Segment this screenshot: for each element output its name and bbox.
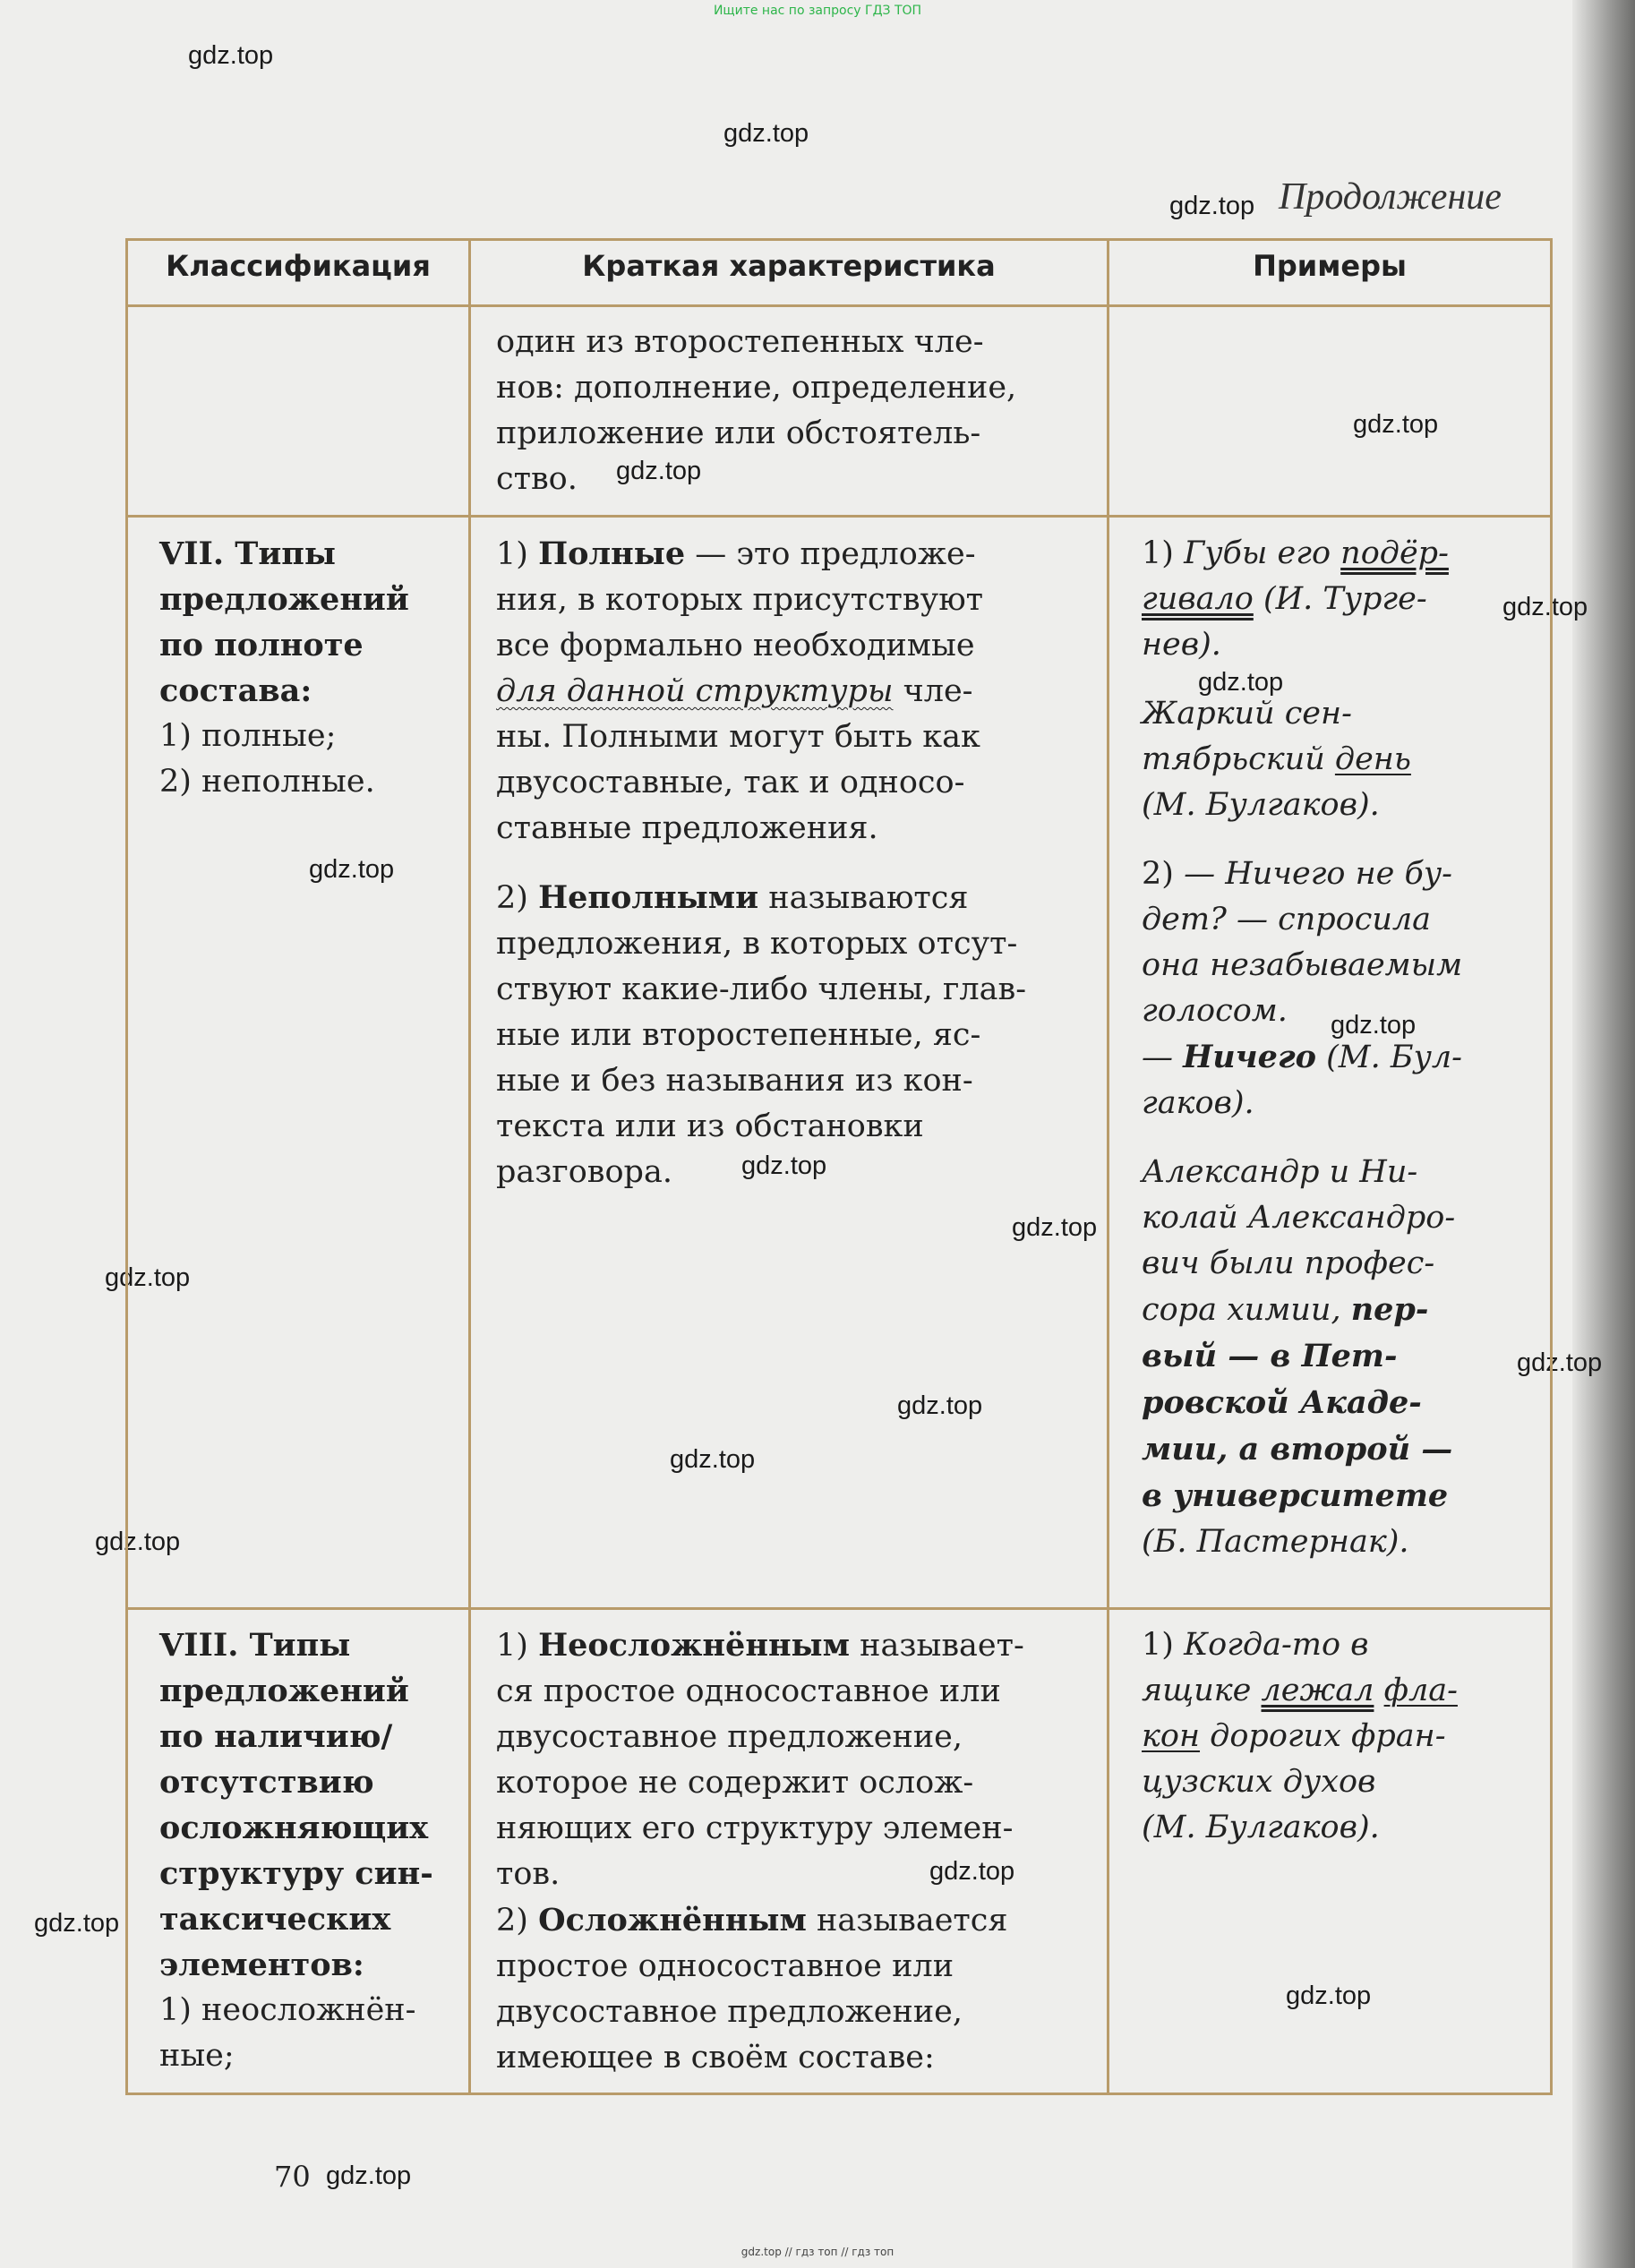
- watermark: gdz.top: [309, 855, 395, 884]
- watermark: gdz.top: [1169, 192, 1255, 220]
- text-line: ные и без называния из кон-: [496, 1063, 973, 1099]
- classification-title-line: элементов:: [159, 1947, 364, 1983]
- text-line: ставные предложения.: [496, 810, 878, 846]
- example-text: сора химии,: [1142, 1292, 1351, 1328]
- classification-title-line: структуру син-: [159, 1855, 433, 1892]
- example-text: Жаркий сен-: [1142, 696, 1352, 732]
- watermark: gdz.top: [1517, 1348, 1603, 1377]
- term-uncomplicated: Неосложнённым: [538, 1627, 851, 1664]
- header-examples: Примеры: [1253, 249, 1407, 283]
- example-source: (М. Булгаков).: [1142, 1810, 1380, 1845]
- example-bold: ровской Акаде-: [1142, 1384, 1422, 1421]
- header-description: Краткая характеристика: [582, 249, 996, 283]
- text-line: ные или второстепенные, яс-: [496, 1017, 981, 1053]
- watermark: gdz.top: [1331, 1011, 1417, 1040]
- example-text: дорогих фран-: [1200, 1718, 1446, 1754]
- classification-title-line: предложений: [159, 1673, 409, 1709]
- example-text: (И. Турге-: [1253, 581, 1427, 617]
- watermark: gdz.top: [1286, 1981, 1372, 2010]
- text-line: нов: дополнение, определение,: [496, 370, 1017, 406]
- example-bold: Ничего: [1183, 1039, 1316, 1075]
- item-number: 2): [496, 880, 528, 916]
- text-line: которое не содержит ослож-: [496, 1765, 974, 1801]
- text-line: один из второстепенных чле-: [496, 324, 984, 360]
- text-line: текста или из обстановки: [496, 1108, 924, 1144]
- example-source: гаков).: [1142, 1085, 1254, 1121]
- watermark: gdz.top: [95, 1528, 181, 1556]
- watermark: gdz.top: [1012, 1213, 1098, 1242]
- example-bold: пер-: [1350, 1291, 1429, 1328]
- continued-description: [496, 320, 1096, 502]
- text-line: тов.: [496, 1856, 561, 1892]
- classification-title-line: по полноте: [159, 627, 364, 663]
- classification-title-line: VII. Типы: [159, 535, 336, 572]
- text-line: приложение или обстоятель-: [496, 415, 981, 451]
- term-full: Полные: [538, 535, 686, 572]
- watermark: gdz.top: [1198, 668, 1284, 697]
- example-source: (Б. Пастернак).: [1142, 1524, 1409, 1560]
- examples-vii: [1142, 531, 1545, 1565]
- text-line: ство.: [496, 461, 578, 497]
- row-divider: [125, 1607, 1553, 1610]
- classification-vii: [159, 531, 464, 805]
- item-number: 1): [1142, 1627, 1174, 1663]
- example-bold: вый — в Пет-: [1142, 1338, 1398, 1374]
- item-number: 2): [1142, 856, 1174, 892]
- watermark: gdz.top: [1502, 593, 1588, 621]
- classification-title-line: таксических: [159, 1901, 391, 1938]
- item-number: 1): [1142, 535, 1174, 571]
- example-bold: в университете: [1142, 1477, 1449, 1514]
- example-predicate: лежал: [1261, 1673, 1374, 1708]
- text-line: двусоставные, так и односо-: [496, 765, 965, 800]
- text-line: ны. Полными могут быть как: [496, 719, 980, 755]
- classification-item: ные;: [159, 2038, 235, 2074]
- text-line: — это предложе-: [685, 536, 976, 572]
- example-text: она незабываемым: [1142, 947, 1463, 983]
- text-line: простое односоставное или: [496, 1948, 954, 1984]
- example-text: ящике: [1142, 1673, 1262, 1708]
- example-source: (М. Булгаков).: [1142, 787, 1380, 823]
- classification-item: 2) неполные.: [159, 764, 375, 800]
- example-subject: фла-: [1383, 1673, 1458, 1708]
- page-number: 70: [274, 2160, 311, 2194]
- watermark: gdz.top: [670, 1445, 756, 1474]
- text-line: ния, в которых присутствуют: [496, 582, 984, 618]
- text-line: называет-: [850, 1628, 1024, 1664]
- term-complicated: Осложнённым: [538, 1902, 807, 1938]
- italic-phrase: для данной структуры: [496, 673, 894, 709]
- watermark: gdz.top: [1353, 410, 1439, 439]
- watermark: gdz.top: [105, 1263, 191, 1292]
- classification-item: 1) неосложнён-: [159, 1992, 416, 2028]
- example-dash: —: [1142, 1040, 1184, 1075]
- example-text: вич были профес-: [1142, 1245, 1435, 1281]
- bottom-note: gdz.top // гдз топ // гдз топ: [740, 2246, 895, 2258]
- header-divider: [125, 304, 1553, 307]
- text-line: разговора.: [496, 1154, 672, 1190]
- example-subject: кон: [1142, 1718, 1201, 1754]
- classification-title-line: по наличию/: [159, 1718, 393, 1755]
- watermark: gdz.top: [326, 2161, 412, 2190]
- watermark: gdz.top: [741, 1151, 827, 1180]
- item-number: 1): [496, 536, 528, 572]
- examples-viii: [1142, 1622, 1545, 1851]
- text-line: ся простое односоставное или: [496, 1673, 1001, 1709]
- description-vii: [496, 531, 1100, 1195]
- text-line: все формально необходимые: [496, 628, 975, 663]
- example-text: Когда-то в: [1173, 1627, 1369, 1663]
- example-predicate: гивало: [1142, 581, 1254, 617]
- text-line: называются: [758, 880, 969, 916]
- example-text: колай Александро-: [1142, 1200, 1456, 1236]
- top-note: Ищите нас по запросу ГДЗ ТОП: [713, 4, 922, 18]
- watermark: gdz.top: [34, 1909, 120, 1938]
- classification-title-line: состава:: [159, 672, 312, 709]
- example-text: — Ничего не бу-: [1173, 856, 1453, 892]
- classification-viii: [159, 1622, 464, 2079]
- classification-title-line: отсутствию: [159, 1764, 374, 1801]
- column-divider: [468, 238, 471, 2095]
- example-text: голосом.: [1142, 993, 1288, 1029]
- text-line: называется: [806, 1903, 1008, 1938]
- example-subject: день: [1334, 741, 1411, 777]
- row-divider: [125, 515, 1553, 518]
- example-predicate: подёр-: [1340, 535, 1449, 571]
- item-number: 1): [496, 1628, 528, 1664]
- text-line: предложения, в которых отсут-: [496, 926, 1018, 962]
- example-bold: мии, а второй —: [1142, 1431, 1453, 1468]
- text-line: имеющее в своём составе:: [496, 2040, 935, 2075]
- description-viii: [496, 1622, 1100, 2081]
- example-text: Губы его: [1184, 535, 1341, 571]
- watermark: gdz.top: [723, 119, 809, 148]
- text-line: двусоставное предложение,: [496, 1719, 963, 1755]
- header-classification: Классификация: [166, 249, 431, 283]
- text-line: чле-: [893, 673, 973, 709]
- page-edge-shadow: [1572, 0, 1635, 2268]
- text-line: двусоставное предложение,: [496, 1994, 963, 2030]
- example-text: нев).: [1142, 627, 1221, 663]
- example-text: дет? — спросила: [1142, 902, 1432, 937]
- watermark: gdz.top: [188, 41, 274, 70]
- term-incomplete: Неполными: [538, 879, 759, 916]
- classification-item: 1) полные;: [159, 718, 337, 754]
- example-text: цузских духов: [1142, 1764, 1376, 1800]
- text-line: ствуют какие-либо члены, глав-: [496, 971, 1027, 1007]
- text-line: няющих его структуру элемен-: [496, 1810, 1014, 1846]
- watermark: gdz.top: [929, 1857, 1015, 1886]
- example-text: Александр и Ни-: [1142, 1154, 1418, 1190]
- continuation-label: Продолжение: [1279, 176, 1502, 218]
- classification-title-line: VIII. Типы: [159, 1627, 351, 1664]
- item-number: 2): [496, 1903, 528, 1938]
- classification-title-line: предложений: [159, 581, 409, 618]
- watermark: gdz.top: [616, 457, 702, 485]
- watermark: gdz.top: [897, 1391, 983, 1420]
- example-text: тябрьский: [1142, 741, 1335, 777]
- column-divider: [1107, 238, 1109, 2095]
- example-source: (М. Бул-: [1315, 1040, 1462, 1075]
- classification-title-line: осложняющих: [159, 1810, 429, 1846]
